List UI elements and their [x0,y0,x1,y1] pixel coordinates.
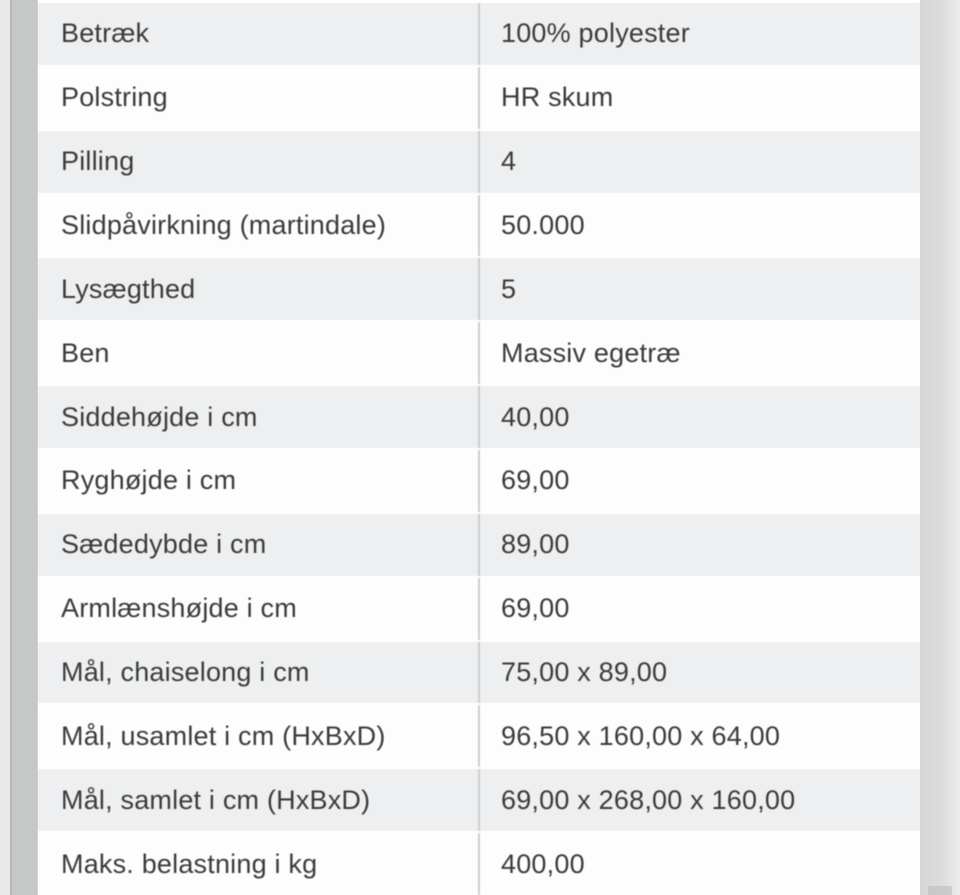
spec-value: 96,50 x 160,00 x 64,00 [501,720,781,751]
spec-value: HR skum [501,82,614,113]
table-row [38,3,920,65]
table-row [38,705,920,767]
spec-value: 4 [501,146,517,177]
photo-left-margin [0,0,10,895]
spec-value: 69,00 x 268,00 x 160,00 [501,784,796,815]
spec-label: Mål, samlet i cm (HxBxD) [38,769,480,831]
spec-label: Maks. belastning i kg [38,833,480,895]
spec-label: Betræk [38,3,480,65]
spec-label: Sædedybde i cm [38,514,480,576]
spec-value: Massiv egetræ [501,337,681,368]
table-row [38,67,920,129]
spec-label: Siddehøjde i cm [38,386,480,448]
spec-value: 69,00 [501,593,570,624]
table-row [38,131,920,193]
photo-bottom-right-shadow [928,886,952,895]
table-row [38,450,920,512]
spec-value: 100% polyester [501,18,690,49]
table-row [38,642,920,704]
spec-label: Ben [38,322,480,384]
table-row [38,769,920,831]
table-row [38,195,920,257]
table-row [38,514,920,576]
spec-label: Lysægthed [38,258,480,320]
spec-value: 40,00 [501,401,570,432]
table-row [38,258,920,320]
photo-left-border [10,0,38,895]
spec-value: 75,00 x 89,00 [501,657,668,688]
spec-value: 400,00 [501,848,585,879]
spec-label: Mål, usamlet i cm (HxBxD) [38,705,480,767]
spec-value: 69,00 [501,465,570,496]
table-row [38,833,920,895]
spec-label: Mål, chaiselong i cm [38,642,480,704]
spec-value: 5 [501,273,517,304]
spec-table [38,0,920,895]
table-row [38,322,920,384]
spec-value: 50.000 [501,210,585,240]
spec-label: Pilling [38,131,480,193]
table-row [38,386,920,448]
spec-label: Polstring [38,67,480,129]
table-row [38,578,920,640]
spec-label: Armlænshøjde i cm [38,578,480,640]
photo-right-border [920,0,960,895]
spec-label: Ryghøjde i cm [38,450,480,512]
spec-label: Slidpåvirkning (martindale) [38,195,480,257]
spec-value: 89,00 [501,529,570,560]
